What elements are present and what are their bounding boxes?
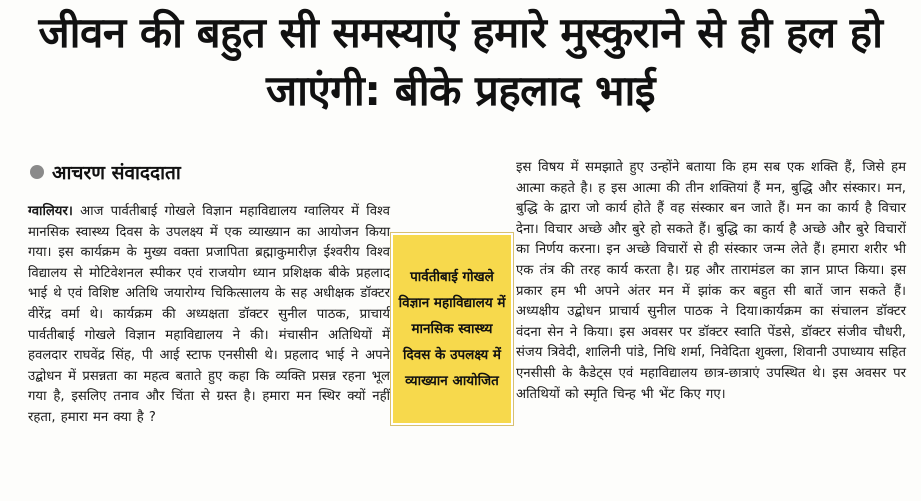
left-column-body: आज पार्वतीबाई गोखले विज्ञान महाविद्यालय ग्वालियर में विश्व मानसिक स्वास्थ्य दिवस के उपलक्ष्य में एक व्याख्यान का आयोजन किया गया। इस कार्यक्रम के मुख्य वक्ता प्रजापिता ब्रह्माकुमारीज़ ईश्वरीय विश्व विद्यालय से मोटिवेशनल स्पीकर एवं राजयोग ध्यान प्रशिक्षक बीके प्रहलाद भाई थे एवं विशिष्ट अतिथि जयारोग्य चिकित्सालय के सह अधीक्षक डॉक्टर वीरेंद्र वर्मा थे। कार्यक्रम की अध्यक्षता डॉक्टर सुनील पाठक, प्राचार्य पार्वतीबाई गोखले विज्ञान महाविद्यालय ने की। मंचासीन अतिथियों में हवलदार राघवेंद्र सिंह, पी आई स्टाफ एनसीसी थे। प्रहलाद भाई ने अपने उद्बोधन में प्रसन्नता का महत्व बताते हुए कहा कि व्यक्ति प्रसन्न रहना भूल गया है, इसलिए तनाव और चिंता से ग्रस्त है। हमारा मन स्थिर क्यों नहीं रहता, हमारा मन क्या है ? xyxy=(28,204,390,425)
pullquote-text: पार्वतीबाई गोखले विज्ञान महाविद्यालय में मानसिक स्वास्थ्य दिवस के उपलक्ष्य में व्याख्यान आयोजित xyxy=(398,269,506,389)
article-right-column xyxy=(474,156,906,405)
pullquote-box xyxy=(390,232,514,426)
bullet-icon xyxy=(30,165,44,179)
byline xyxy=(30,158,181,186)
byline-text: आचरण संवाददाता xyxy=(52,162,181,184)
dateline: ग्वालियर। xyxy=(28,204,73,219)
right-column-body: इस विषय में समझाते हुए उन्होंने बताया कि हम सब एक शक्ति हैं, जिसे हम आत्मा कहते है। ह इस आत्मा की तीन शक्तियां हैं मन, बुद्धि और संस्कार। मन, बुद्धि के द्वारा जो कार्य होते हैं वह संस्कार बन जाते हैं। मन का कार्य है विचार देना। विचार अच्छे और बुरे हो सकते हैं। बुद्धि का कार्य है अच्छे और बुरे विचारों का निर्णय करना। इन अच्छे विचारों से ही संस्कार जन्म लेते हैं। हमारा शरीर भी एक तंत्र की तरह कार्य करता है। ग्रह और तारामंडल का ज्ञान प्राप्त किया। इस प्रकार हम भी अपने अंतर मन में झांक कर बहुत सी बातें जान सकते हैं। अध्यक्षीय उद्बोधन प्राचार्य सुनील पाठक ने दिया।कार्यक्रम का संचालन डॉक्टर वंदना सेन ने किया। इस अवसर पर डॉक्टर स्वाति पेंडसे, डॉक्टर संजीव चौधरी, संजय त्रिवेदी, शालिनी पांडे, निधि शर्मा, निवेदिता शुक्ला, शिवानी उपाध्याय सहित एनसीसी के कैडेट्स एवं महाविद्यालय छात्र-छात्राएं उपस्थित थे। इस अवसर पर अतिथियों को स्मृति चिन्ह भी भेंट किए गए। xyxy=(516,160,906,402)
pullquote-highlight xyxy=(393,235,511,423)
headline: जीवन की बहुत सी समस्याएं हमारे मुस्कुराने से ही हल हो जाएंगी: बीके प्रहलाद भाई xyxy=(38,8,883,115)
